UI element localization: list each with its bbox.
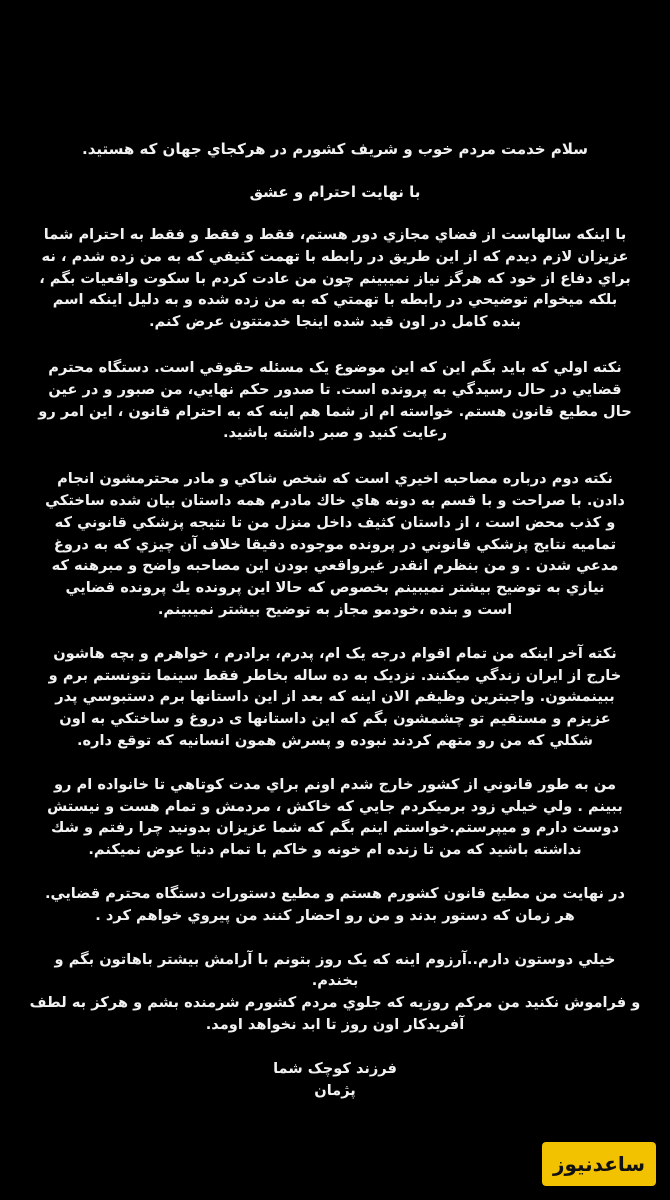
watermark-text: ساعدنيوز [552,1152,646,1176]
greeting-line: سلام خدمت مردم خوب و شريف كشورم در هركجاي جهان كه هستيد. [82,140,588,158]
text-line: دوست دارم و ميپرستم.خواستم اينم بگم كه شما عزيزان بدونيد چرا رفتم و شك [51,819,619,837]
text-line: است و بنده ،خودمو مجاز به توضيح بيشتر نميبينم. [157,600,513,618]
paragraph-2 [26,357,644,444]
paragraph-4 [26,643,644,752]
letter-body [26,138,644,1102]
saednews-logo-watermark [542,1142,656,1186]
text-line: بلكه ميخوام توضيحي در رابطه با تهمتي كه به من زده شده و به دليل اينكه اسم [52,291,618,309]
paragraph-7 [26,949,644,1036]
text-line: شكلي كه من رو متهم كردند نبوده و پسرش همون انسانيه كه توقع داره. [76,731,594,749]
text-line: خيلي دوستون دارم..آرزوم اينه كه يک روز بتونم با آرامش بيشتر باهاتون بگم و [54,950,616,968]
text-line: دادن. با صراحت و با قسم به دونه هاي خاك مادرم همه داستان بيان شده ساختكي [45,491,625,509]
text-line: نكته آخر اينكه من تمام اقوام درجه يک ام، پدرم، برادرم ، خواهرم و بچه هاشون [53,644,617,662]
text-line: آفريدكار اون روز تا ابد نخواهد اومد. [205,1015,465,1033]
paragraph-3 [26,468,644,621]
text-line: عزيزم و مستقيم تو چشمشون بگم كه اين داستانها ی دروغ و ساختكي به اون [59,710,611,728]
text-line: با اينكه سالهاست از فضاي مجازي دور هستم، فقط و فقط و فقط به احترام شما [43,226,627,243]
respect-line: با نهايت احترام و عشق [249,183,421,201]
text-line: نداشته باشيد كه من تا زنده ام خونه و خاكم با تمام دنيا عوض نميكنم. [88,841,582,859]
text-line: نكته اولي كه بايد بگم اين كه اين موضوع يک مسئله حقوقي است. دستگاه محترم [48,358,622,376]
text-line: حال مطيع قانون هستم. خواسته ام از شما هم اينه كه به احترام قانون ، اين امر رو [38,402,632,420]
text-line: خارج از ايران زندگي ميكنند. نزديک به ده ساله بخاطر فقط سينما نتونستم برم و [48,666,622,684]
text-line: نكته دوم درباره مصاحبه اخيري است كه شخص شاكي و مادر محترمشون انجام [57,470,613,488]
text-line: ببينمشون. واجبترين وظيفم الان اينه كه بعد از اين داستانها برم دستبوسي پدر [55,688,615,706]
text-line: و كذب محض است ، از داستان كثيف داخل منزل من تا نتيجه پزشكي قانوني كه [54,513,616,531]
text-line: بخندم. [311,972,359,990]
text-line: هر زمان كه دستور بدند و من رو احضار كنند من پيروي خواهم كرد . [95,906,575,924]
text-line: رعايت كنيد و صبر داشته باشيد. [222,424,448,442]
text-line: مدعي شدن . و من بنظرم انقدر غيرواقعي بودن اين مصاحبه واضح و مبرهنه كه [51,557,619,575]
text-line: ببينم . ولي خيلي زود برميكردم جايي كه خاكش ، مردمش و تمام هست و نيستش [47,797,623,815]
paragraph-6 [26,883,644,927]
signature-block [26,1058,644,1102]
text-line: تماميه نتايج پزشكي قانوني در پرونده موجوده دقيقا خلاف آن چيزي كه به دروغ [53,535,617,553]
text-line: در نهايت من مطيع قانون كشورم هستم و مطيع دستورات دستگاه محترم قضايي. [45,884,625,902]
text-line: نيازي به توضيح بيشتر نميبينم بخصوص كه حالا اين پرونده يك پرونده قضايي [65,579,605,597]
text-line: قضايي در حال رسيدگي به پرونده است. تا صدور حكم نهايي، من صبور و در عين [48,380,622,398]
paragraph-5 [26,774,644,861]
text-line: براي دفاع از خود كه هرگز نياز نميبينم چون من عادت كردم با سكوت واقعيات بگم ، [39,269,631,287]
text-line: عزيزان لازم ديدم كه از اين طريق در رابطه با تهمت كثيفي كه به من زده شدم ، نه [41,247,629,265]
paragraph-1 [26,224,644,333]
signature-line: فرزند كوچک شما [273,1059,397,1077]
text-line: من به طور قانوني از كشور خارج شدم اونم براي مدت كوتاهي تا خانواده ام رو [53,775,616,793]
signature-name: پژمان [314,1081,356,1099]
text-line: و فراموش نكنيد من مركم روزيه كه جلوي مردم كشورم شرمنده بشم و هركز به لطف [29,994,641,1012]
text-line: بنده كامل در اون قيد شده اينجا خدمتتون عرض كنم. [148,313,522,331]
